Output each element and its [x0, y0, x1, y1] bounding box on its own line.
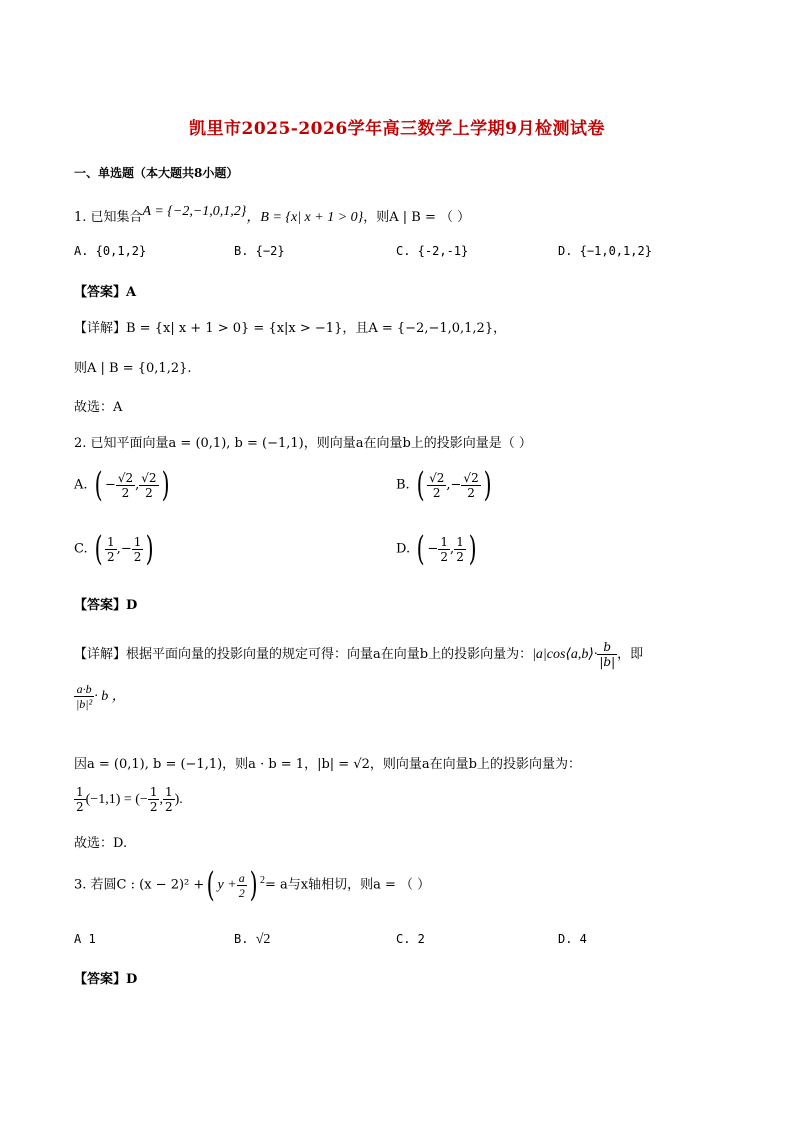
- q2-detail-line1: [74, 640, 643, 669]
- q1-option-d: D. {−1,0,1,2}: [558, 244, 652, 258]
- left-paren: (: [416, 465, 425, 505]
- right-paren: ): [146, 529, 154, 569]
- q3-stem: 3. 若圆C : (x − 2)² +( y + $\frac{a}{2}$ ) $^2$= a与x轴相切，则a = （ ）: [74, 865, 431, 905]
- q3-stem-part1: 3. 若圆C : (x − 2)² +: [74, 877, 205, 893]
- q2-option-b-label: B.: [396, 477, 410, 493]
- q1-detail-line2: 则A | B = {0,1,2}.: [74, 361, 192, 376]
- denominator: 2: [456, 549, 464, 564]
- numerator: 1: [133, 534, 142, 549]
- denominator: 2: [164, 800, 173, 814]
- q1-ask: ，则A | B = （ ）: [363, 210, 471, 225]
- denominator: 2: [107, 549, 115, 564]
- comma: ,: [135, 477, 140, 493]
- q2-option-c-label: C.: [74, 541, 88, 557]
- fraction: [148, 785, 160, 814]
- fraction: [132, 535, 144, 564]
- right-paren: ): [161, 465, 170, 505]
- numerator: √2: [117, 470, 134, 485]
- right-paren: ): [249, 865, 258, 905]
- q3-stem-y: y +: [217, 877, 237, 893]
- numerator: 1: [164, 785, 173, 799]
- q2-because: 因a = (0,1), b = (−1,1)，则a · b = 1，|b| = √2，则向量a在向量b上的投影向量为：: [74, 757, 581, 772]
- q2-detail-line2-tail: · b ，: [94, 689, 126, 704]
- denominator: 2: [133, 549, 142, 564]
- q2-option-c: [74, 529, 157, 569]
- minus-sign: −: [427, 541, 439, 557]
- numerator: 1: [440, 534, 449, 549]
- q1-option-c: C. {-2,-1}: [396, 244, 469, 258]
- denominator: 2: [149, 800, 158, 814]
- comma: ,: [446, 477, 451, 493]
- fraction: [237, 871, 247, 900]
- q2-option-a: [74, 465, 172, 505]
- q3-option-a: A 1: [74, 932, 96, 946]
- q2-detail-line2: [74, 682, 126, 711]
- q1-set-b: ，B = {x| x + 1 > 0}: [246, 210, 364, 225]
- q1-choose: 故选：A: [74, 400, 123, 415]
- denominator: 2: [432, 485, 441, 500]
- q1-detail-line1: 【详解】B = {x| x + 1 > 0} = {x|x > −1}，且A = {−2,−1,0,1,2}，: [74, 321, 507, 336]
- page-title: 凯里市2025-2026学年高三数学上学期9月检测试卷: [188, 119, 605, 139]
- denominator: 2: [145, 485, 153, 500]
- minus-sign: −: [450, 477, 462, 493]
- fraction: [438, 535, 450, 564]
- q1-stem: [74, 206, 470, 226]
- right-paren: ): [468, 529, 477, 569]
- fraction: [454, 535, 466, 564]
- q2-option-d: [396, 529, 479, 569]
- denominator: 2: [440, 549, 449, 564]
- minus-sign: −: [104, 477, 116, 493]
- left-paren: (: [416, 529, 425, 569]
- q3-option-d: D. 4: [558, 932, 587, 946]
- q3-option-b-label: B.: [234, 932, 249, 946]
- q3-option-b-value: √2: [255, 932, 271, 947]
- fraction: [163, 785, 175, 814]
- q2-answer: 【答案】D: [74, 598, 138, 613]
- fraction: [461, 471, 480, 500]
- fraction: [105, 535, 117, 564]
- q2-result-end: ).: [174, 792, 183, 807]
- numerator: √2: [429, 470, 445, 485]
- numerator: 1: [76, 785, 84, 799]
- denominator: 2: [121, 485, 130, 500]
- q1-stem-prefix: 1. 已知集合: [74, 210, 143, 225]
- q1-option-b: B. {−2}: [234, 244, 285, 258]
- q3-stem-part2: = a与x轴相切，则a = （ ）: [264, 877, 431, 893]
- q3-option-c: C. 2: [396, 932, 425, 946]
- fraction: [139, 471, 158, 500]
- q1-set-a: A = {−2,−1,0,1,2}: [142, 204, 247, 219]
- comma: ,: [450, 541, 455, 557]
- fraction: [74, 682, 94, 711]
- q2-result: [74, 785, 183, 814]
- minus-sign: −: [120, 541, 132, 557]
- numerator: √2: [463, 470, 479, 485]
- q1-answer: 【答案】A: [74, 285, 137, 300]
- q2-result-mid: (−1,1) = (−: [85, 792, 148, 807]
- q2-choose: 故选：D.: [74, 836, 128, 851]
- q2-detail-text: 【详解】根据平面向量的投影向量的规定可得：向量a在向量b上的投影向量为：: [74, 647, 533, 662]
- numerator: 1: [456, 534, 464, 549]
- numerator: 1: [149, 785, 158, 799]
- fraction: [427, 471, 446, 500]
- fraction: $\frac{b}{|b|}$: [599, 640, 616, 669]
- q2-option-d-label: D.: [396, 541, 411, 557]
- q2-option-a-label: A.: [74, 477, 88, 493]
- denominator: 2: [467, 485, 475, 500]
- denominator: |b|²: [76, 697, 93, 711]
- left-paren: (: [94, 465, 103, 505]
- numerator: a·b: [74, 682, 94, 697]
- fraction: [116, 471, 135, 500]
- left-paren: (: [206, 865, 215, 905]
- numerator: a: [238, 870, 245, 885]
- q3-option-b: [234, 932, 270, 948]
- q2-option-b: [396, 465, 494, 505]
- q3-answer: 【答案】D: [74, 972, 138, 987]
- comma: ,: [159, 792, 163, 807]
- left-paren: (: [94, 529, 103, 569]
- right-paren: ): [483, 465, 492, 505]
- denominator: 2: [238, 885, 245, 900]
- q1-option-a: A. {0,1,2}: [74, 244, 147, 258]
- fraction: [74, 785, 86, 814]
- numerator: 1: [107, 534, 115, 549]
- comma: ,: [116, 541, 121, 557]
- numerator: √2: [141, 470, 157, 485]
- q2-stem: 2. 已知平面向量a = (0,1), b = (−1,1)，则向量a在向量b上的投影向量是（ ）: [74, 436, 532, 451]
- denominator: 2: [76, 800, 84, 814]
- q2-detail-expr: |a|cos⟨a,b⟩·: [532, 647, 598, 662]
- section-heading: 一、单选题（本大题共8小题）: [74, 166, 239, 180]
- q2-detail-tail: ，即: [617, 647, 644, 662]
